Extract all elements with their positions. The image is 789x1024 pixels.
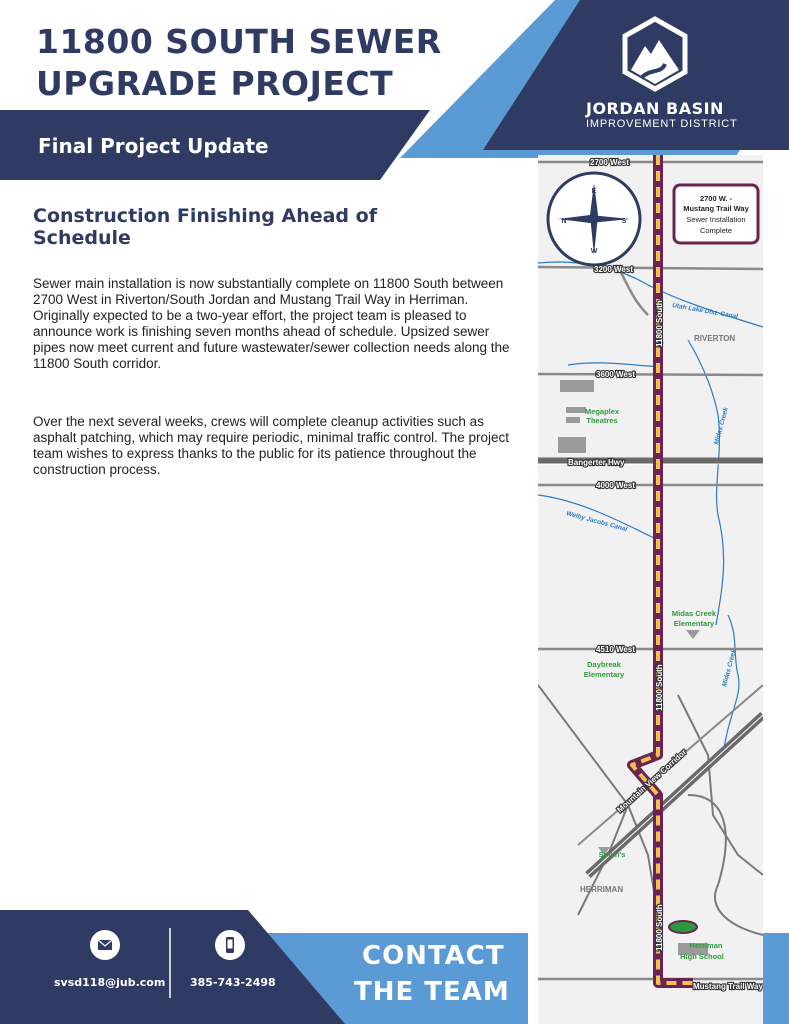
place-megaplex-2: Theatres [586, 416, 618, 425]
place-daybreak-elementary-2: Elementary [583, 670, 625, 679]
area-riverton: RIVERTON [694, 334, 736, 343]
contact-title-line2: THE TEAM [354, 977, 510, 1007]
road-11800-south-south: 11800 South [655, 904, 664, 951]
road-mustang-trail-way: Mustang Trail Way [693, 982, 763, 991]
mountain-river-hexagon-icon [621, 16, 689, 92]
envelope-icon [90, 930, 120, 960]
compass-s: S [621, 218, 627, 225]
place-midas-elementary-2: Elementary [673, 619, 715, 628]
creek-midas-1: Midas Creek [713, 406, 730, 446]
contact-email[interactable]: svsd118@jub.com [54, 976, 166, 989]
road-3200-west: 3200 West [594, 265, 633, 274]
page-title-line1: 11800 SOUTH SEWER [36, 22, 442, 61]
road-2700-west: 2700 West [590, 158, 629, 167]
brand-subtitle: IMPROVEMENT DISTRICT [586, 118, 738, 130]
contact-phone[interactable]: 385-743-2498 [190, 976, 276, 989]
brand-name: JORDAN BASIN [586, 99, 724, 118]
compass-w: W [590, 248, 598, 255]
canal-welby-jacobs: Welby Jacobs Canal [565, 510, 628, 534]
area-herriman: HERRIMAN [580, 885, 624, 894]
place-daybreak-elementary-1: Daybreak [587, 660, 621, 669]
callout-line3: Sewer Installation [686, 215, 746, 224]
page-title-line2: UPGRADE PROJECT [36, 64, 394, 103]
contact-title-line1: CONTACT [362, 941, 505, 971]
place-midas-elementary-1: Midas Creek [671, 609, 717, 618]
road-mountain-view-corridor: Mountain View Corridor [615, 747, 689, 815]
road-11800-south-north: 11800 South [655, 300, 664, 347]
canal-utah-lake: Utah Lake Dist. Canal [671, 302, 739, 321]
road-bangerter-hwy: Bangerter Hwy [568, 458, 625, 467]
place-herriman-hs-2: High School [680, 952, 724, 961]
road-4000-west: 4000 West [596, 481, 635, 490]
page-subtitle: Final Project Update [38, 134, 269, 158]
callout-line2: Mustang Trail Way [683, 204, 749, 213]
compass-n: N [561, 218, 567, 225]
road-11800-south-mid: 11800 South [655, 664, 664, 711]
article-paragraph-2: Over the next several weeks, crews will complete cleanup activities such as asphalt patching, which may require periodic, minimal traffic control. The project team wishes to express thanks to the public for its patience throughout the construction process. [33, 414, 509, 477]
place-megaplex-1: Megaplex [584, 407, 620, 416]
project-map [538, 155, 763, 1024]
callout-line1: 2700 W. - [699, 194, 733, 203]
phone-icon [215, 930, 245, 960]
place-smiths: Smith's [598, 850, 626, 859]
place-herriman-hs-1: Herriman [689, 941, 723, 950]
road-4510-west: 4510 West [596, 645, 635, 654]
article-heading: Construction Finishing Ahead of Schedule [33, 205, 377, 249]
creek-midas-2: Midas Creek [721, 648, 738, 688]
callout-line4: Complete [699, 226, 733, 235]
article-paragraph-1: Sewer main installation is now substantially complete on 11800 South between 2700 West in Riverton/South Jordan and Mustang Trail Way in Herriman. Originally expected to be a two-year effort, the project team is pleased to announce work is finishing seven months ahead of schedule. Upsized sewer pipes now meet current and future wastewater/sewer collection needs along the 11800 South corridor. [33, 276, 510, 371]
road-3600-west: 3600 West [596, 370, 635, 379]
compass-e: E [591, 188, 597, 195]
